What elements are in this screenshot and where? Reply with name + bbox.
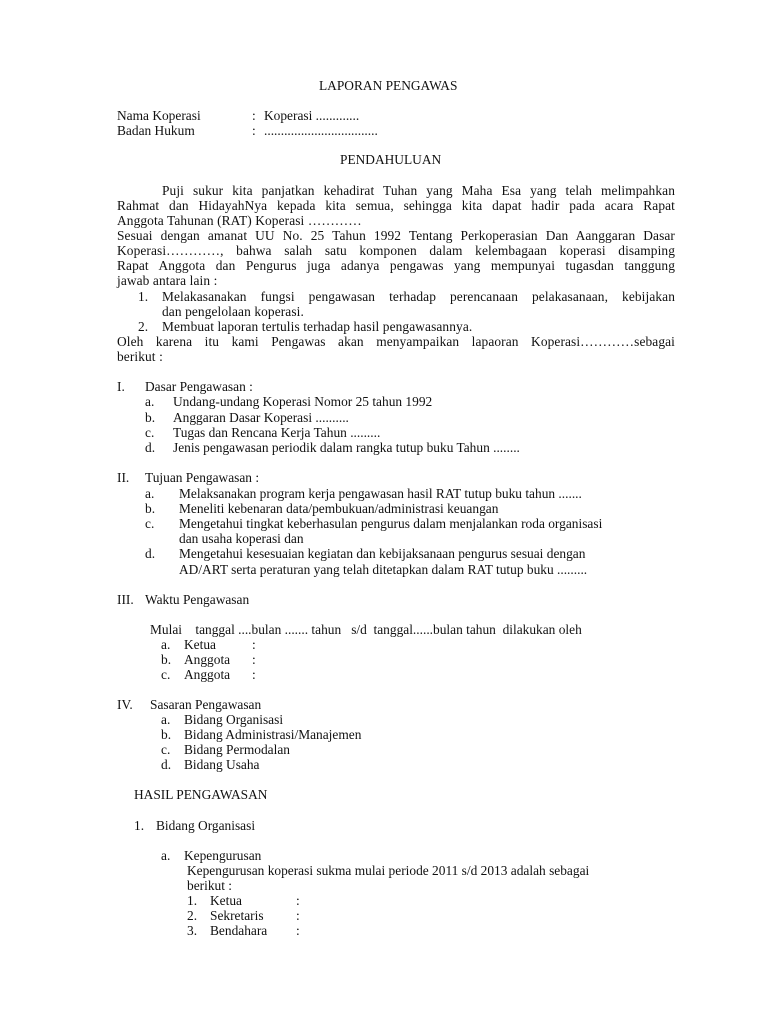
section-4-letter-b: b. [161, 727, 172, 742]
officer-number-3: 3. [187, 923, 198, 938]
hasil-sub-a-letter: a. [161, 848, 171, 863]
nama-koperasi-value: Koperasi ............. [264, 108, 360, 123]
badan-hukum-label: Badan Hukum [117, 123, 195, 138]
officer-sep-3: : [296, 923, 300, 938]
pendahuluan-list-item-2: Membuat laporan tertulis terhadap hasil pengawasannya. [162, 319, 473, 334]
section-2-letter-d: d. [145, 546, 156, 561]
section-2-number: II. [117, 470, 130, 485]
section-2-item-a: Melaksanakan program kerja pengawasan hasil RAT tutup buku tahun ....... [179, 486, 582, 501]
section-4-letter-d: d. [161, 757, 172, 772]
section-2-letter-b: b. [145, 501, 156, 516]
pendahuluan-list-item-1-line-2: dan pengelolaan koperasi. [162, 304, 304, 319]
section-3-sep-c: : [252, 667, 256, 682]
section-4-number: IV. [117, 697, 133, 712]
nama-koperasi-separator: : [252, 108, 256, 123]
section-3-sep-a: : [252, 637, 256, 652]
hasil-heading: HASIL PENGAWASAN [134, 787, 268, 802]
pendahuluan-line-4: Sesuai dengan amanat UU No. 25 Tahun 1992 Tentang Perkoperasian Dan Aanggaran Dasar [117, 228, 675, 243]
hasil-sub-a-line-2: berikut : [187, 878, 232, 893]
officer-number-2: 2. [187, 908, 198, 923]
section-4-item-b: Bidang Administrasi/Manajemen [184, 727, 362, 742]
officer-sep-2: : [296, 908, 300, 923]
section-4-item-d: Bidang Usaha [184, 757, 260, 772]
section-1-item-a: Undang-undang Koperasi Nomor 25 tahun 1992 [173, 394, 433, 409]
pendahuluan-list-item-1-line-1: Melakasanakan fungsi pengawasan terhadap perencanaan pelakasanaan, kebijakan [162, 289, 675, 304]
section-3-letter-a: a. [161, 637, 171, 652]
section-2-letter-c: c. [145, 516, 155, 531]
section-3-role-c: Anggota [184, 667, 231, 682]
nama-koperasi-label: Nama Koperasi [117, 108, 201, 123]
section-1-letter-c: c. [145, 425, 155, 440]
section-2-item-d-line-1: Mengetahui kesesuaian kegiatan dan kebijaksanaan pengurus sesuai dengan [179, 546, 586, 561]
pendahuluan-line-6: Rapat Anggota dan Pengurus juga adanya pengawas yang mempunyai tugasdan tanggung [117, 258, 675, 273]
section-1-number: I. [117, 379, 125, 394]
section-3-letter-b: b. [161, 652, 172, 667]
officer-role-3: Bendahara [210, 923, 268, 938]
section-1-item-d: Jenis pengawasan periodik dalam rangka tutup buku Tahun ........ [173, 440, 520, 455]
hasil-sub-a-line-1: Kepengurusan koperasi sukma mulai periode 2011 s/d 2013 adalah sebagai [187, 863, 590, 878]
section-1-letter-b: b. [145, 410, 156, 425]
officer-role-1: Ketua [210, 893, 242, 908]
section-4-letter-c: c. [161, 742, 171, 757]
pendahuluan-list-num-1: 1. [138, 289, 149, 304]
section-1-letter-a: a. [145, 394, 155, 409]
section-1-item-c: Tugas dan Rencana Kerja Tahun ......... [173, 425, 381, 440]
pendahuluan-closing-line-1: Oleh karena itu kami Pengawas akan menyampaikan lapaoran Koperasi…………sebagai [117, 334, 675, 349]
section-2-item-d-line-2: AD/ART serta peraturan yang telah ditetapkan dalam RAT tutup buku ......... [179, 562, 588, 577]
section-3-role-b: Anggota [184, 652, 231, 667]
section-4-letter-a: a. [161, 712, 171, 727]
hasil-sub-a-title: Kepengurusan [184, 848, 262, 863]
hasil-sub1-title: Bidang Organisasi [156, 818, 256, 833]
section-3-role-a: Ketua [184, 637, 216, 652]
pendahuluan-closing-line-2: berikut : [117, 349, 163, 364]
officer-sep-1: : [296, 893, 300, 908]
section-2-item-c-line-2: dan usaha koperasi dan [179, 531, 304, 546]
pendahuluan-line-7: jawab antara lain : [117, 273, 218, 288]
pendahuluan-line-5: Koperasi…………, bahwa salah satu komponen dalam kelembagaan koperasi disamping [117, 243, 675, 258]
section-1-item-b: Anggaran Dasar Koperasi .......... [173, 410, 349, 425]
section-3-title: Waktu Pengawasan [145, 592, 250, 607]
hasil-sub1-number: 1. [134, 818, 145, 833]
pendahuluan-line-2: Rahmat dan HidayahNya kepada kita semua, sehingga kita dapat hadir pada acara Rapat [117, 198, 675, 213]
section-4-item-c: Bidang Permodalan [184, 742, 290, 757]
section-3-number: III. [117, 592, 134, 607]
section-2-item-c-line-1: Mengetahui tingkat keberhasulan pengurus dalam menjalankan roda organisasi [179, 516, 603, 531]
document-title: LAPORAN PENGAWAS [319, 78, 458, 93]
section-3-sep-b: : [252, 652, 256, 667]
badan-hukum-value: .................................. [264, 123, 378, 138]
pendahuluan-line-1: Puji sukur kita panjatkan kehadirat Tuhan yang Maha Esa yang telah melimpahkan [162, 183, 675, 198]
pendahuluan-heading: PENDAHULUAN [340, 152, 442, 167]
badan-hukum-separator: : [252, 123, 256, 138]
section-3-letter-c: c. [161, 667, 171, 682]
officer-number-1: 1. [187, 893, 198, 908]
section-4-title: Sasaran Pengawasan [150, 697, 262, 712]
pendahuluan-list-num-2: 2. [138, 319, 149, 334]
section-2-item-b: Meneliti kebenaran data/pembukuan/administrasi keuangan [179, 501, 499, 516]
officer-role-2: Sekretaris [210, 908, 264, 923]
section-4-item-a: Bidang Organisasi [184, 712, 284, 727]
section-1-letter-d: d. [145, 440, 156, 455]
pendahuluan-line-3: Anggota Tahunan (RAT) Koperasi ………… [117, 213, 362, 228]
section-3-intro: Mulai tanggal ....bulan ....... tahun s/d tanggal......bulan tahun dilakukan oleh [150, 622, 582, 637]
section-2-title: Tujuan Pengawasan : [145, 470, 260, 485]
section-1-title: Dasar Pengawasan : [145, 379, 253, 394]
section-2-letter-a: a. [145, 486, 155, 501]
